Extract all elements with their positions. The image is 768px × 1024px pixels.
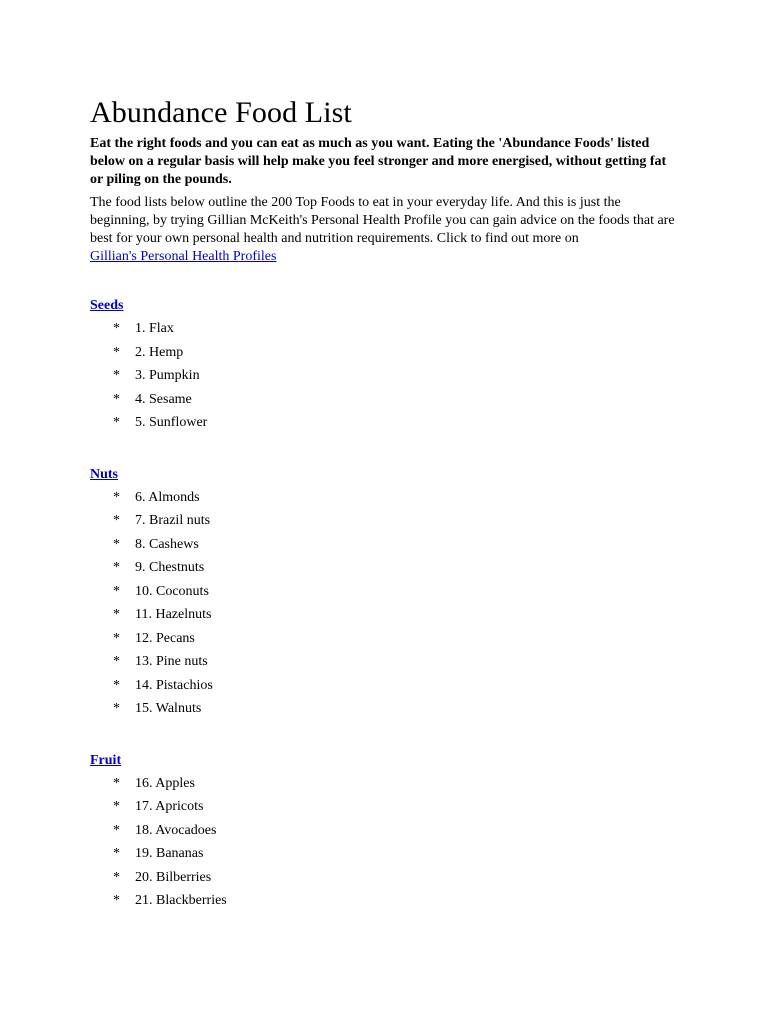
list-item [90,411,680,435]
bullet: * [113,869,120,885]
list-item [90,556,680,580]
section-title-nuts[interactable]: Nuts [90,466,119,482]
list-item [90,580,680,604]
list-item-text: 20. Bilberries [135,869,212,885]
list-item [90,650,680,674]
list-item [90,819,680,843]
bullet: * [113,893,120,908]
list-item-text: 12. Pecans [135,630,195,646]
list-item [90,533,680,557]
bullet: * [113,321,120,336]
list-item [90,866,680,890]
list-item [90,603,680,627]
page-title: Abundance Food List [90,96,352,129]
list-item-text: 3. Pumpkin [135,368,200,383]
bullet: * [113,489,120,505]
list-item [90,795,680,819]
list-item-text: 16. Apples [135,775,195,791]
list-item [90,772,680,796]
bullet: * [113,607,120,622]
body-paragraph [90,194,680,266]
section-seeds [90,296,680,435]
list-item-text: 9. Chestnuts [135,560,205,575]
bullet: * [113,630,120,646]
bullet: * [113,775,120,791]
bullet: * [113,799,120,814]
list-item-text: 19. Bananas [135,846,204,861]
section-nuts [90,465,680,721]
list-item [90,842,680,866]
document-page [90,95,680,913]
list-item-text: 21. Blackberries [135,893,227,908]
list-item [90,341,680,365]
list-item [90,388,680,412]
list-item [90,674,680,698]
list-item-text: 18. Avocadoes [135,822,217,838]
bullet: * [113,846,120,861]
sections [90,296,680,913]
section-fruit [90,751,680,913]
list-item [90,627,680,651]
list-item-text: 2. Hemp [135,344,184,360]
bullet: * [113,391,120,407]
list-item-text: 4. Sesame [135,391,192,407]
list-item-text: 15. Walnuts [135,701,202,716]
bullet: * [113,536,120,552]
section-title-fruit[interactable]: Fruit [90,752,122,768]
bullet: * [113,344,120,360]
list-item-text: 7. Brazil nuts [135,513,211,528]
item-list-seeds [90,317,680,435]
list-item-text: 13. Pine nuts [135,654,208,669]
list-item [90,889,680,913]
list-item-text: 8. Cashews [135,536,199,552]
list-item-text: 14. Pistachios [135,677,213,693]
bullet: * [113,513,120,528]
list-item-text: 6. Almonds [135,489,200,505]
bullet: * [113,583,120,599]
list-item-text: 11. Hazelnuts [135,607,212,622]
item-list-fruit [90,772,680,913]
list-item [90,697,680,721]
personal-health-profiles-link[interactable]: Gillian's Personal Health Profiles [90,249,277,264]
intro-paragraph: Eat the right foods and you can eat as much as you want. Eating the 'Abundance Foods' listed below on a regular basis will help make you feel stronger and more energised, without getting fat or piling on the pounds. [90,136,667,187]
list-item-text: 1. Flax [135,321,174,336]
bullet: * [113,368,120,383]
section-title-seeds[interactable]: Seeds [90,298,124,313]
bullet: * [113,701,120,716]
bullet: * [113,677,120,693]
bullet: * [113,415,120,430]
list-item-text: 10. Coconuts [135,583,209,599]
list-item [90,509,680,533]
list-item-text: 17. Apricots [135,799,204,814]
item-list-nuts [90,486,680,721]
list-item [90,486,680,510]
list-item [90,317,680,341]
bullet: * [113,822,120,838]
bullet: * [113,654,120,669]
list-item-text: 5. Sunflower [135,415,208,430]
list-item [90,364,680,388]
body-text: The food lists below outline the 200 Top Foods to eat in your everyday life. And this is just the beginning, by trying Gillian McKeith's Personal Health Profile you can gain advice on the foods that are best for your own personal health and nutrition requirements. Click to find out more on [90,195,675,246]
bullet: * [113,560,120,575]
